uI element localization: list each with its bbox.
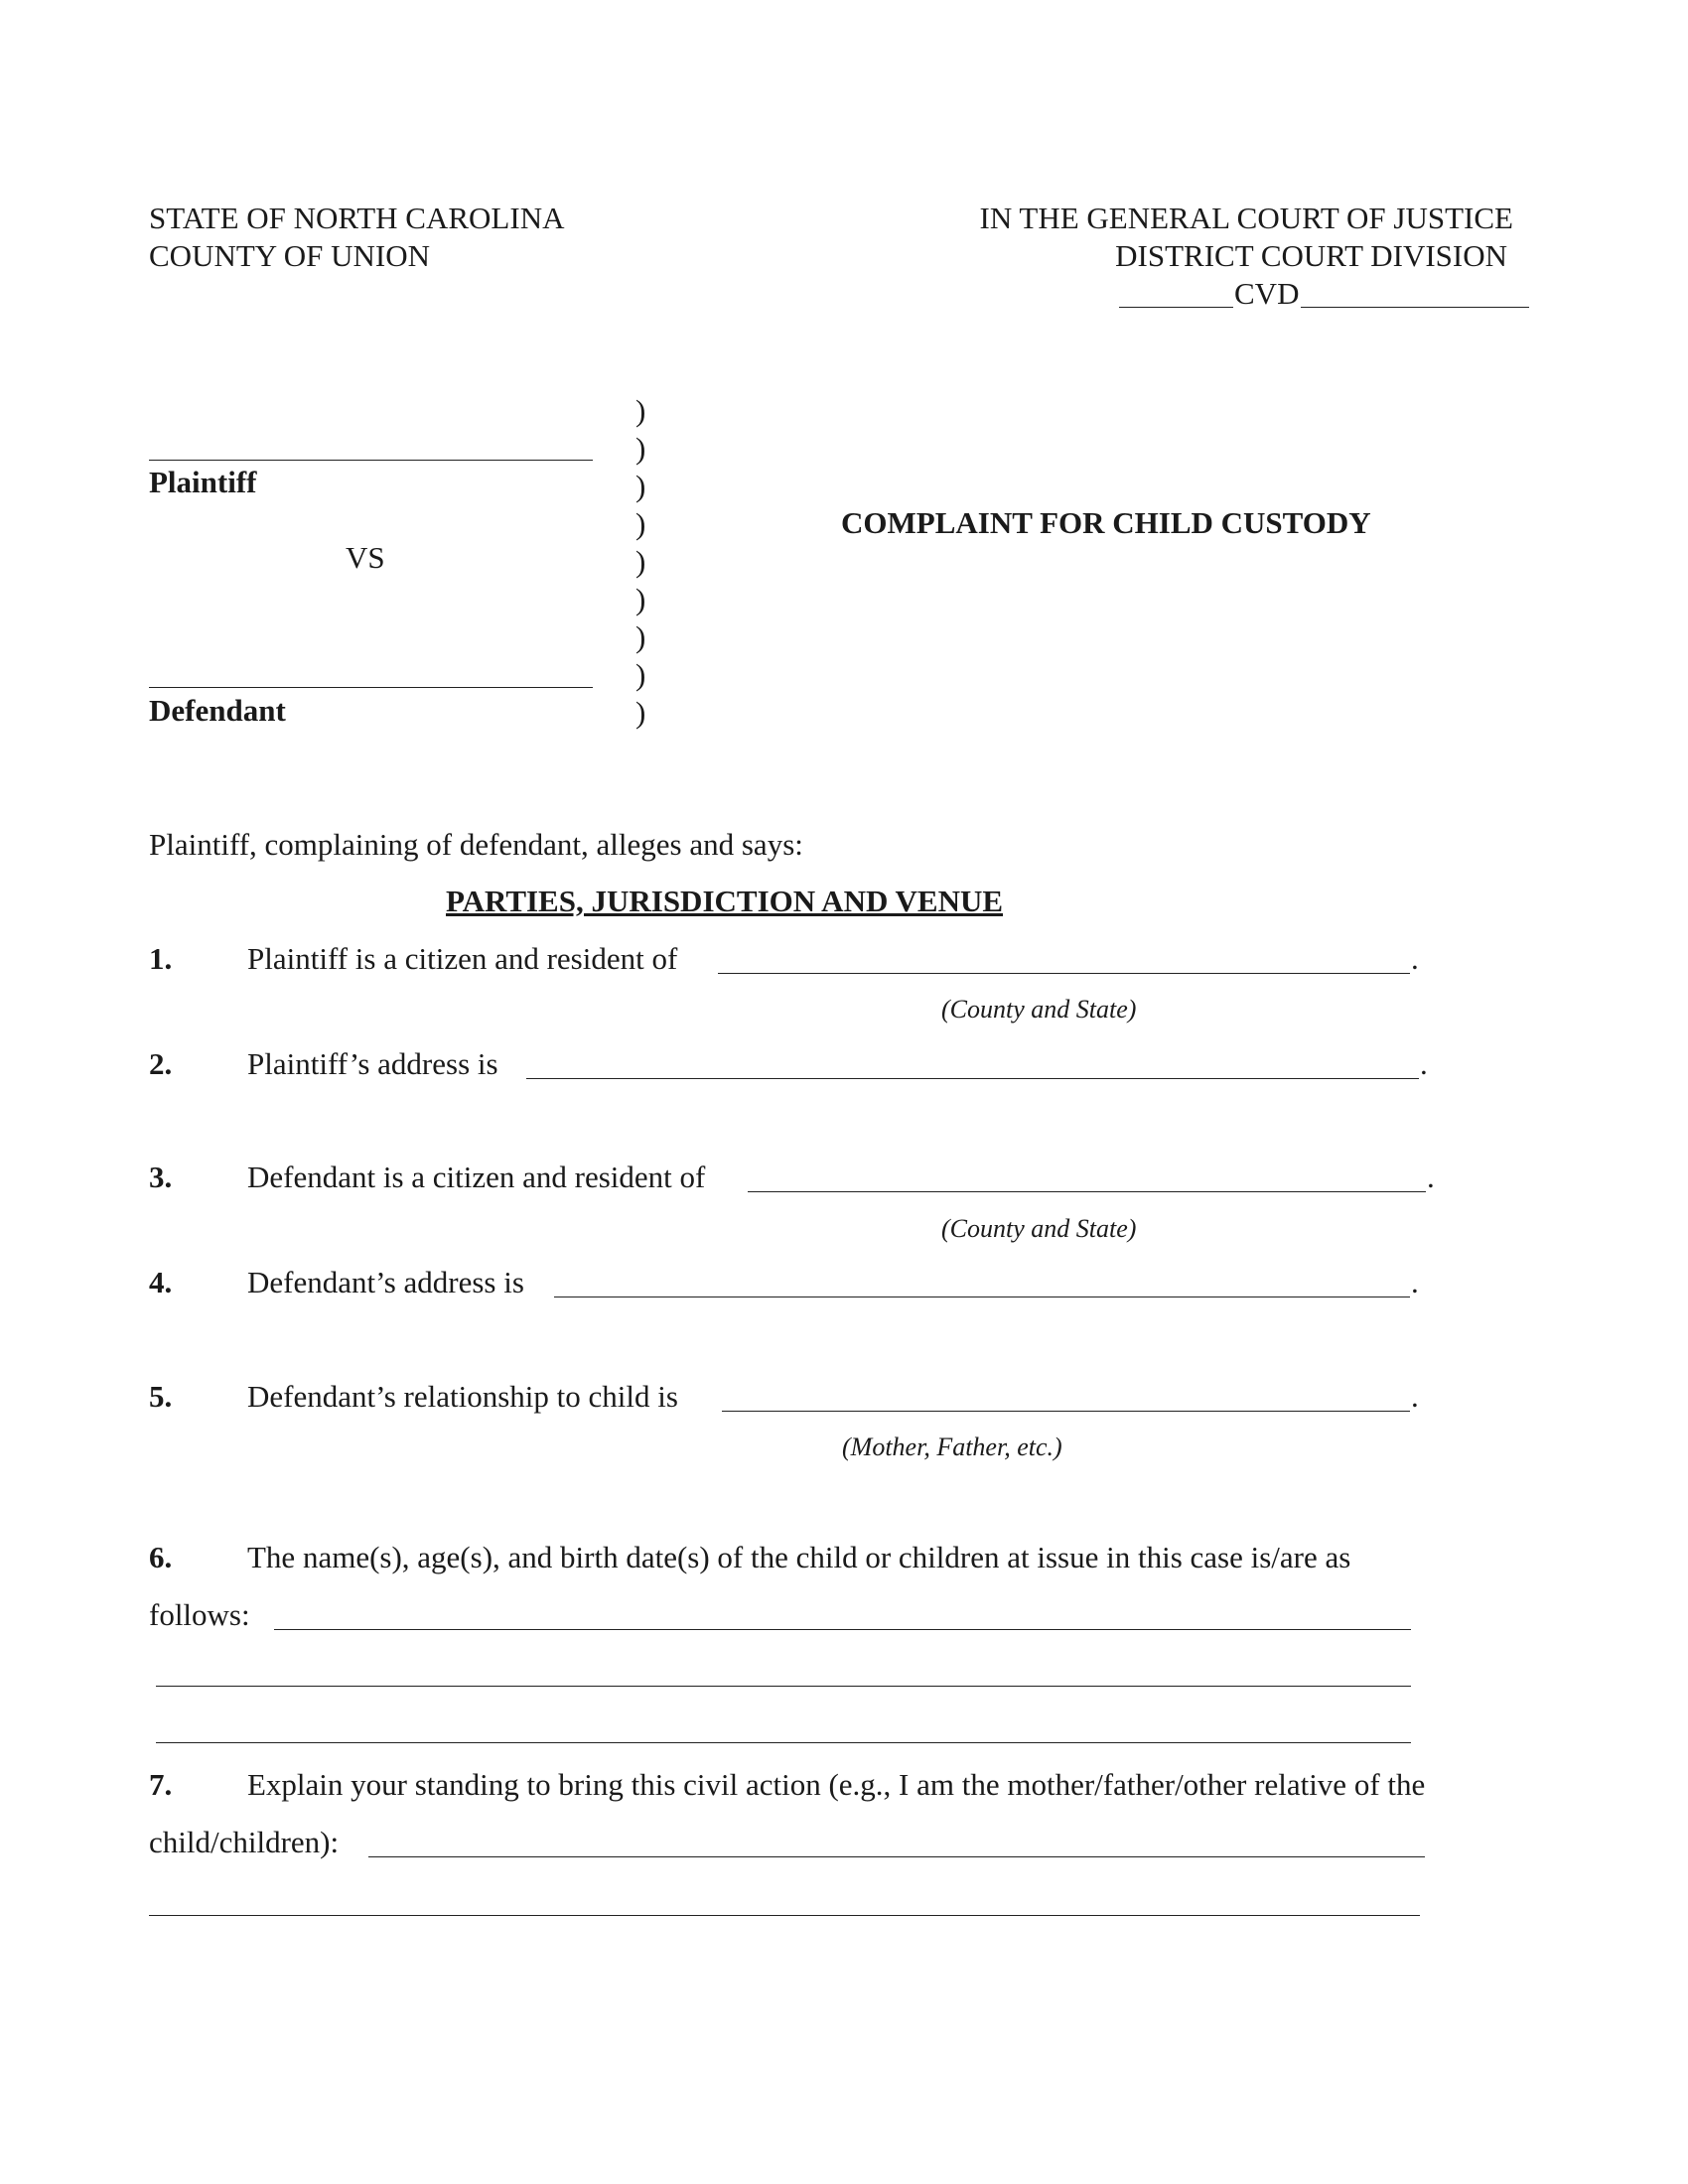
- item-number: 5.: [149, 1379, 173, 1414]
- caption-paren: ): [635, 431, 646, 466]
- standing-blank-1[interactable]: [368, 1856, 1425, 1857]
- plaintiff-residence-blank[interactable]: [718, 973, 1410, 974]
- defendant-residence-blank[interactable]: [748, 1191, 1426, 1192]
- item-number: 2.: [149, 1046, 173, 1081]
- children-info-blank-1[interactable]: [274, 1629, 1411, 1630]
- state-heading: STATE OF NORTH CAROLINA: [149, 201, 565, 235]
- case-number-suffix-blank[interactable]: [1301, 307, 1529, 308]
- caption-paren: ): [635, 695, 646, 730]
- item-text: Defendant’s relationship to child is: [247, 1379, 678, 1414]
- item-text: Plaintiff is a citizen and resident of: [247, 941, 678, 976]
- defendant-name-blank[interactable]: [149, 687, 593, 688]
- caption-paren: ): [635, 393, 646, 428]
- caption-paren: ): [635, 619, 646, 654]
- period: .: [1411, 1265, 1419, 1299]
- item-number: 7.: [149, 1767, 173, 1802]
- caption-paren: ): [635, 544, 646, 579]
- section-heading: PARTIES, JURISDICTION AND VENUE: [446, 884, 1004, 918]
- item-continuation: follows:: [149, 1597, 250, 1632]
- children-info-blank-3[interactable]: [156, 1742, 1411, 1743]
- division-heading: DISTRICT COURT DIVISION: [1115, 238, 1507, 273]
- item-number: 1.: [149, 941, 173, 976]
- vs-label: VS: [346, 540, 385, 575]
- item-number: 6.: [149, 1540, 173, 1574]
- children-info-blank-2[interactable]: [156, 1686, 1411, 1687]
- item-text: Plaintiff’s address is: [247, 1046, 498, 1081]
- item-text: Defendant is a citizen and resident of: [247, 1160, 706, 1194]
- item-text: The name(s), age(s), and birth date(s) of the child or children at issue in this case is/are as: [247, 1540, 1351, 1574]
- caption-paren: ): [635, 506, 646, 541]
- period: .: [1411, 1379, 1419, 1414]
- caption-paren: ): [635, 469, 646, 503]
- plaintiff-address-blank[interactable]: [526, 1078, 1419, 1079]
- field-caption: (County and State): [941, 1214, 1137, 1243]
- defendant-relationship-blank[interactable]: [722, 1411, 1410, 1412]
- period: .: [1427, 1160, 1435, 1194]
- field-caption: (Mother, Father, etc.): [842, 1433, 1062, 1461]
- period: .: [1411, 941, 1419, 976]
- caption-paren: ): [635, 582, 646, 616]
- item-number: 4.: [149, 1265, 173, 1299]
- period: .: [1420, 1046, 1428, 1081]
- document-title: COMPLAINT FOR CHILD CUSTODY: [841, 505, 1371, 540]
- intro-text: Plaintiff, complaining of defendant, alleges and says:: [149, 827, 803, 862]
- item-number: 3.: [149, 1160, 173, 1194]
- field-caption: (County and State): [941, 995, 1137, 1024]
- item-continuation: child/children):: [149, 1825, 340, 1859]
- court-heading: IN THE GENERAL COURT OF JUSTICE: [979, 201, 1513, 235]
- item-text: Explain your standing to bring this civil action (e.g., I am the mother/father/other relative of the: [247, 1767, 1426, 1802]
- defendant-label: Defendant: [149, 693, 286, 728]
- item-text: Defendant’s address is: [247, 1265, 524, 1299]
- county-heading: COUNTY OF UNION: [149, 238, 431, 273]
- caption-paren: ): [635, 657, 646, 692]
- plaintiff-label: Plaintiff: [149, 465, 257, 499]
- case-number-prefix-blank[interactable]: [1119, 307, 1233, 308]
- case-code: CVD: [1234, 276, 1300, 311]
- standing-blank-2[interactable]: [149, 1915, 1420, 1916]
- plaintiff-name-blank[interactable]: [149, 460, 593, 461]
